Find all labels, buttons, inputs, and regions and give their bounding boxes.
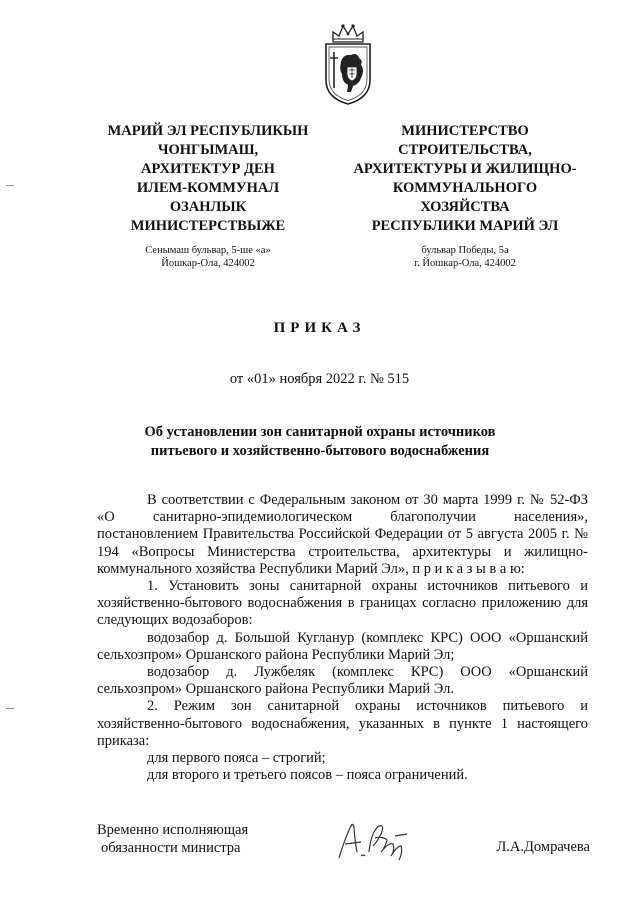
body-paragraph: водозабор д. Лужбеляк (комплекс КРС) ООО «Оршанский сельхозпром» Оршанского района Республики Марий Эл. — [97, 664, 588, 698]
org-left-line: АРХИТЕКТУР ДЕН — [141, 161, 275, 177]
org-right-line: РЕСПУБЛИКИ МАРИЙ ЭЛ — [371, 218, 559, 234]
address-line: Сенымаш бульвар, 5-ше «а» — [145, 245, 271, 256]
subject-line: питьевого и хозяйственно-бытового водоснабжения — [150, 443, 490, 459]
org-right-line: ХОЗЯЙСТВА — [420, 199, 510, 215]
body-paragraph: 2. Режим зон санитарной охраны источников питьевого и хозяйственно-бытового водоснабжения, указанных в пункте 1 настоящего приказа: — [97, 698, 588, 749]
coat-of-arms-icon — [321, 22, 375, 106]
address-russian — [360, 244, 570, 270]
signatory-title — [97, 821, 277, 857]
ministry-name-russian — [330, 122, 600, 236]
address-line: бульвар Победы, 5а — [421, 245, 509, 256]
body-paragraph: для второго и третьего поясов – пояса ограничений. — [147, 767, 468, 784]
org-left-line: ЧОНГЫМАШ, — [157, 142, 259, 158]
body-paragraph: водозабор д. Большой Кугланур (комплекс КРС) ООО «Оршанский сельхозпром» Оршанского района Республики Марий Эл; — [97, 629, 588, 663]
org-right-line: МИНИСТЕРСТВО — [401, 123, 529, 139]
org-right-line: СТРОИТЕЛЬСТВА, — [398, 142, 532, 158]
document-subject — [80, 423, 560, 461]
org-left-line: ОЗАНЛЫК — [169, 199, 247, 215]
signatory-name: Л.А.Домрачева — [496, 839, 590, 855]
org-right-line: КОММУНАЛЬНОГО — [392, 180, 538, 196]
document-type: ПРИКАЗ — [273, 320, 366, 336]
body-paragraph: В соответствии с Федеральным законом от 30 марта 1999 г. № 52-ФЗ «О санитарно-эпидемиологическом благополучии населения», постановлением Правительства Российской Федерации от 5 августа 2005 г. № 194 «Вопросы Министерства строительства, архитектуры и жилищно-коммунального хозяйства Республики Марий Эл», п р и к а з ы в а ю: — [97, 492, 588, 577]
address-line: г. Йошкар-Ола, 424002 — [414, 258, 516, 269]
scan-margin-mark — [6, 185, 14, 186]
ministry-name-mari — [88, 122, 328, 236]
signatory-title-line: Временно исполняющая — [97, 822, 249, 838]
body-paragraph: для первого пояса – строгий; — [147, 750, 326, 767]
org-left-line: МИНИСТЕРСТВЫЖЕ — [130, 218, 286, 234]
document-date-number: от «01» ноября 2022 г. № 515 — [229, 371, 410, 387]
org-left-line: МАРИЙ ЭЛ РЕСПУБЛИКЫН — [107, 123, 309, 139]
document-body — [97, 492, 588, 784]
subject-line: Об установлении зон санитарной охраны источников — [144, 424, 496, 440]
handwritten-signature — [335, 818, 415, 868]
signatory-title-line: обязанности министра — [101, 840, 241, 856]
org-left-line: ИЛЕМ-КОММУНАЛ — [136, 180, 280, 196]
body-paragraph: 1. Установить зоны санитарной охраны источников питьевого и хозяйственно-бытового водоснабжения в границах согласно приложению для следующих водозаборов: — [97, 578, 588, 629]
address-mari — [108, 244, 308, 270]
scan-margin-mark — [6, 708, 14, 709]
address-line: Йошкар-Ола, 424002 — [161, 258, 255, 269]
org-right-line: АРХИТЕКТУРЫ И ЖИЛИЩНО- — [353, 161, 577, 177]
